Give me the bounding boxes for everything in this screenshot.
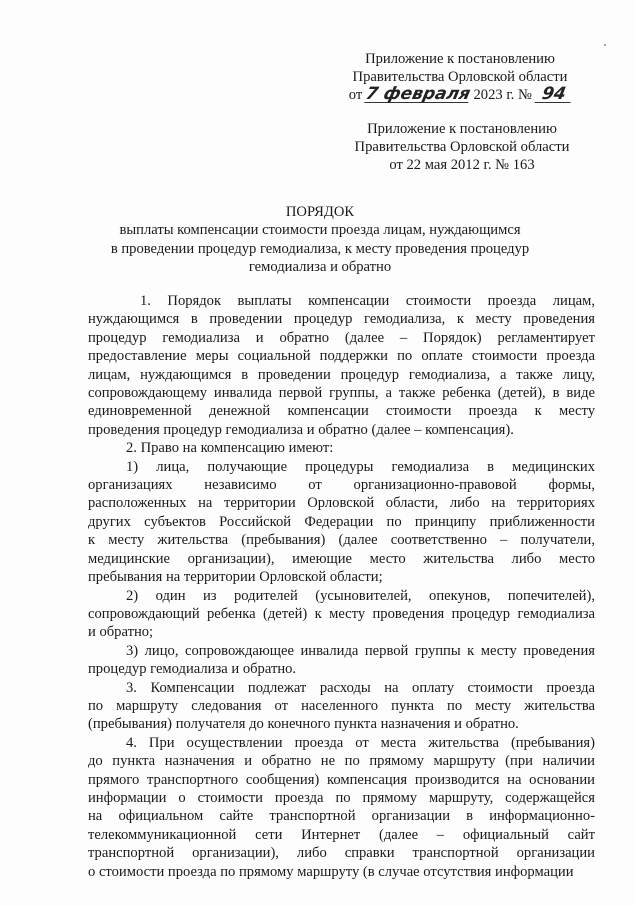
handwritten-date: 7 февраля [363,84,473,104]
body-line: 1. Порядок выплаты компенсации стоимости проезда лицам, [140,293,595,309]
document-title [100,203,540,277]
header-new-date-line [340,86,580,104]
body-line: и обратно; [88,624,154,641]
header-new-line1: Приложение к постановлению [365,51,555,67]
body-line: медицинские организации), имеющие место жительства либо место [88,550,595,567]
header-old-line1: Приложение к постановлению [367,121,557,137]
header-new-decree [340,50,580,104]
body-line: сопровождающему инвалида первой группы, а также ребенка (детей), в виде [88,385,595,402]
title-line: в проведении процедур гемодиализа, к месту проведения процедур [110,240,530,257]
body-line: к месту жительства (пребывания) (далее соответственно – получатели, [88,532,595,549]
document-body [88,292,595,881]
body-line: телекоммуникационной сети Интернет (далее – официальный сайт [88,826,595,843]
body-line: 3) лицо, сопровождающее инвалида первой группы к месту проведения [126,642,595,659]
body-line: процедур гемодиализа и обратно (далее – Порядок) регламентирует [88,329,595,346]
body-line: предоставление меры социальной поддержки по оплате стоимости проезда [88,348,595,365]
body-line: о стоимости проезда по прямому маршруту (в случае отсутствия информации [88,863,574,880]
body-line: 2. Право на компенсацию имеют: [126,440,334,457]
title-heading: ПОРЯДОК [285,204,355,220]
body-line: процедур гемодиализа и обратно. [88,661,297,678]
body-line: лицам, нуждающимся в проведении процедур гемодиализа, а также лицу, [88,366,595,383]
header-new-date-prefix: от [348,87,363,103]
body-line: 1) лица, получающие процедуры гемодиализа в медицинских [126,458,595,475]
header-new-date-year: 2023 г. № [473,87,532,103]
body-line: нуждающимся в проведении процедур гемодиализа, к месту проведения [88,311,595,328]
body-line: единовременной денежной компенсации стоимости проезда к месту [88,403,595,420]
title-line: гемодиализа и обратно [248,259,392,276]
body-line: транспортной организации), либо справки транспортной организации [88,845,595,862]
body-line: прямого транспортного сообщения) компенсация производится на основании [88,771,595,788]
body-line: по маршруту следования от населенного пункта по месту жительства [88,697,595,714]
body-line: (пребывания) получателя до конечного пункта назначения и обратно. [88,716,519,733]
header-old-line2: Правительства Орловской области [354,139,570,155]
body-line: на официальном сайте транспортной организации в информационно- [88,808,595,825]
body-line: информации о стоимости проезда по прямому маршруту, содержащейся [88,789,595,806]
body-line: сопровождающий ребенка (детей) к месту проведения процедур гемодиализа [88,605,595,622]
header-new-line2: Правительства Орловской области [352,69,568,85]
handwritten-number: 94 [534,86,573,103]
body-line: пребывания на территории Орловской области; [88,569,383,586]
title-line: выплаты компенсации стоимости проезда лицам, нуждающимся [119,222,521,239]
body-line: до пункта назначения и обратно не по прямому маршруту (при наличии [88,753,595,770]
body-line: расположенных на территории Орловской области, либо на территориях [88,495,595,512]
body-line: проведения процедур гемодиализа и обратно (далее – компенсация). [88,421,514,438]
body-line: 2) один из родителей (усыновителей, опекунов, попечителей), [126,587,595,604]
body-line: 3. Компенсации подлежат расходы на оплату стоимости проезда [126,679,595,696]
header-old-decree [344,120,580,174]
scan-speck [604,44,606,46]
header-old-line3: от 22 мая 2012 г. № 163 [389,157,535,173]
body-line: 4. При осуществлении проезда от места жительства (пребывания) [126,734,595,751]
body-line: организациях независимо от организационно-правовой формы, [88,477,595,494]
body-line: других субъектов Российской Федерации по принципу приближенности [88,513,595,530]
